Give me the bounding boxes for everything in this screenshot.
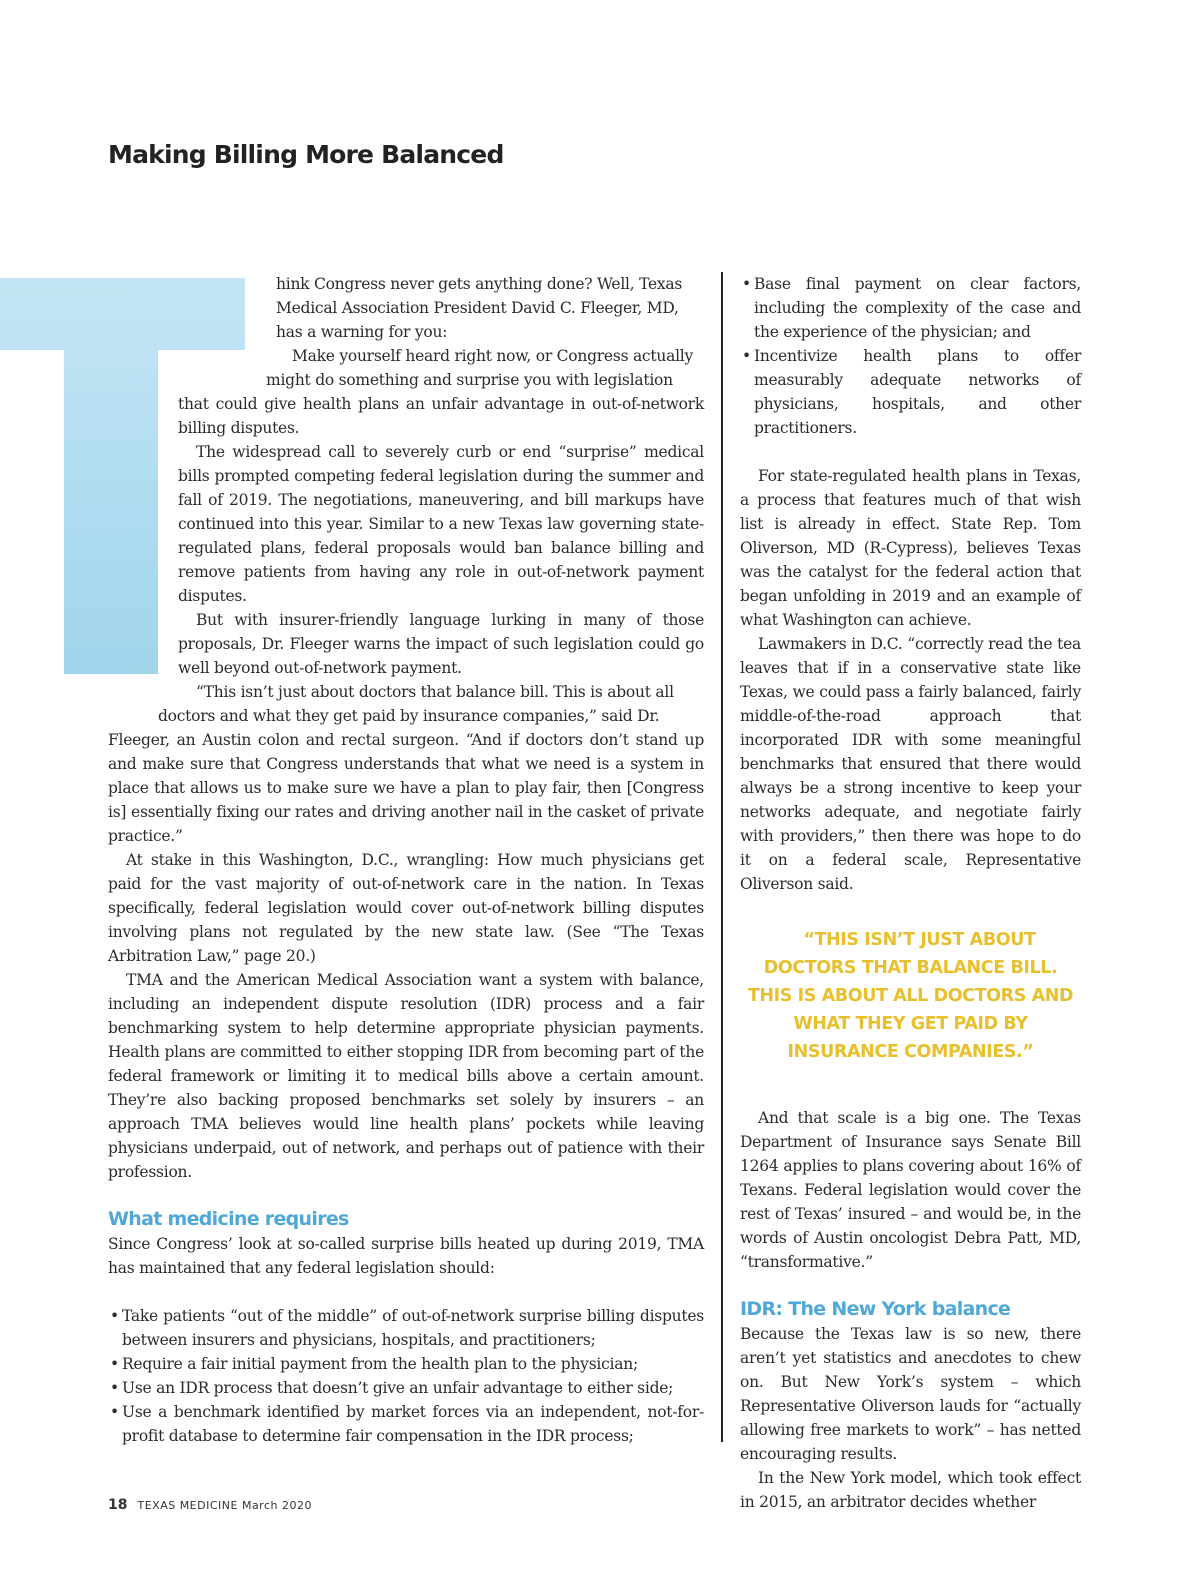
- body-paragraph: The widespread call to severely curb or end “surprise” medical bills prompted competing federal legislation during the summer and fall of 2019. The negotiations, maneuvering, and bill markups have continued into this year. Similar to a new Texas law governing state-regulated plans, federal proposals would ban balance billing and remove patients from having any role in out-of-network payment disputes.: [178, 443, 704, 605]
- body-paragraph: In the New York model, which took effect in 2015, an arbitrator decides whether: [740, 1469, 1081, 1511]
- article-headline: Making Billing More Balanced: [108, 140, 504, 169]
- body-paragraph: that could give health plans an unfair advantage in out-of-network billing disputes.: [178, 395, 704, 437]
- pull-quote: “THIS ISN’T JUST ABOUT DOCTORS THAT BALANCE BILL. THIS IS ABOUT ALL DOCTORS AND WHAT THEY GET PAID BY INSURANCE COMPANIES.”: [747, 930, 1074, 1062]
- body-paragraph: At stake in this Washington, D.C., wrangling: How much physicians get paid for the vast majority of out-of-network care in the nation. In Texas specifically, federal legislation would cover out-of-network billing disputes involving plans not regulated by the new state law. (See “The Texas Arbitration Law,” page 20.): [108, 851, 704, 965]
- requirements-list-continued: [740, 272, 1081, 440]
- body-paragraph: Because the Texas law is so new, there aren’t yet statistics and anecdotes to chew on. But New York’s system – which Representative Oliverson lauds for “actually allowing free markets to work” – has netted encouraging results.: [740, 1325, 1081, 1463]
- body-paragraph: Since Congress’ look at so-called surprise bills heated up during 2019, TMA has maintained that any federal legislation should:: [108, 1235, 704, 1277]
- issue-date: March 2020: [241, 1499, 312, 1512]
- subhead-what-medicine-requires: What medicine requires: [108, 1208, 349, 1230]
- list-item: • Base final payment on clear factors, including the complexity of the case and the experience of the physician; and: [740, 272, 1081, 344]
- page-footer: [108, 1497, 312, 1513]
- body-paragraph: Lawmakers in D.C. “correctly read the tea leaves that if in a conservative state like Texas, we could pass a fairly balanced, fairly middle-of-the-road approach that incorporated IDR with some meaningful benchmarks that ensured that there would always be a strong incentive to keep your networks adequate, and negotiate fairly with providers,” then there was hope to do it on a federal scale, Representative Oliverson said.: [740, 635, 1081, 893]
- body-paragraph: But with insurer-friendly language lurking in many of those proposals, Dr. Fleeger warns the impact of such legislation could go well beyond out-of-network payment.: [178, 611, 704, 677]
- body-paragraph: TMA and the American Medical Association want a system with balance, including an independent dispute resolution (IDR) process and a fair benchmarking system to help determine appropriate physician payments. Health plans are committed to either stopping IDR from becoming part of the federal framework or limiting it to medical bills above a certain amount. They’re also backing proposed benchmarks set solely by insurers – an approach TMA believes would line health plans’ pockets while leaving physicians underpaid, out of network, and perhaps out of patience with their profession.: [108, 971, 704, 1181]
- body-paragraph: doctors and what they get paid by insurance companies,” said Dr.: [158, 707, 660, 725]
- body-paragraph: “This isn’t just about doctors that balance bill. This is about all: [196, 683, 674, 701]
- subhead-idr-new-york-balance: IDR: The New York balance: [740, 1298, 1011, 1320]
- body-paragraph: For state-regulated health plans in Texas, a process that features much of that wish list is already in effect. State Rep. Tom Oliverson, MD (R-Cypress), believes Texas was the catalyst for the federal action that began unfolding in 2019 and an example of what Washington can achieve.: [740, 467, 1081, 629]
- intro-line: has a warning for you:: [276, 323, 448, 341]
- intro-line: Medical Association President David C. Fleeger, MD,: [276, 299, 679, 317]
- body-paragraph: Make yourself heard right now, or Congress actually: [292, 347, 693, 365]
- list-item: • Use an IDR process that doesn’t give an unfair advantage to either side;: [108, 1376, 704, 1400]
- list-item: • Take patients “out of the middle” of out-of-network surprise billing disputes between insurers and physicians, hospitals, and practitioners;: [108, 1304, 704, 1352]
- publication-name: TEXAS MEDICINE: [137, 1499, 238, 1512]
- left-column: [108, 272, 704, 1448]
- right-column: [740, 272, 1081, 1514]
- body-paragraph: And that scale is a big one. The Texas Department of Insurance says Senate Bill 1264 applies to plans covering about 16% of Texans. Federal legislation would cover the rest of Texas’ insured – and would be, in the words of Austin oncologist Debra Patt, MD, “transformative.”: [740, 1109, 1081, 1271]
- list-item: • Incentivize health plans to offer measurably adequate networks of physicians, hospitals, and other practitioners.: [740, 344, 1081, 440]
- body-paragraph: might do something and surprise you with legislation: [266, 371, 673, 389]
- requirements-list: [108, 1304, 704, 1448]
- list-item: • Require a fair initial payment from the health plan to the physician;: [108, 1352, 704, 1376]
- page-number: 18: [108, 1497, 128, 1513]
- list-item: • Use a benchmark identified by market forces via an independent, not-for-profit database to determine fair compensation in the IDR process;: [108, 1400, 704, 1448]
- body-paragraph: Fleeger, an Austin colon and rectal surgeon. “And if doctors don’t stand up and make sure that Congress understands that what we need is a system in place that allows us to make sure we have a plan to play fair, then [Congress is] essentially fixing our rates and driving another nail in the casket of private practice.”: [108, 731, 704, 845]
- column-divider: [721, 272, 723, 1442]
- intro-line: hink Congress never gets anything done? Well, Texas: [276, 275, 683, 293]
